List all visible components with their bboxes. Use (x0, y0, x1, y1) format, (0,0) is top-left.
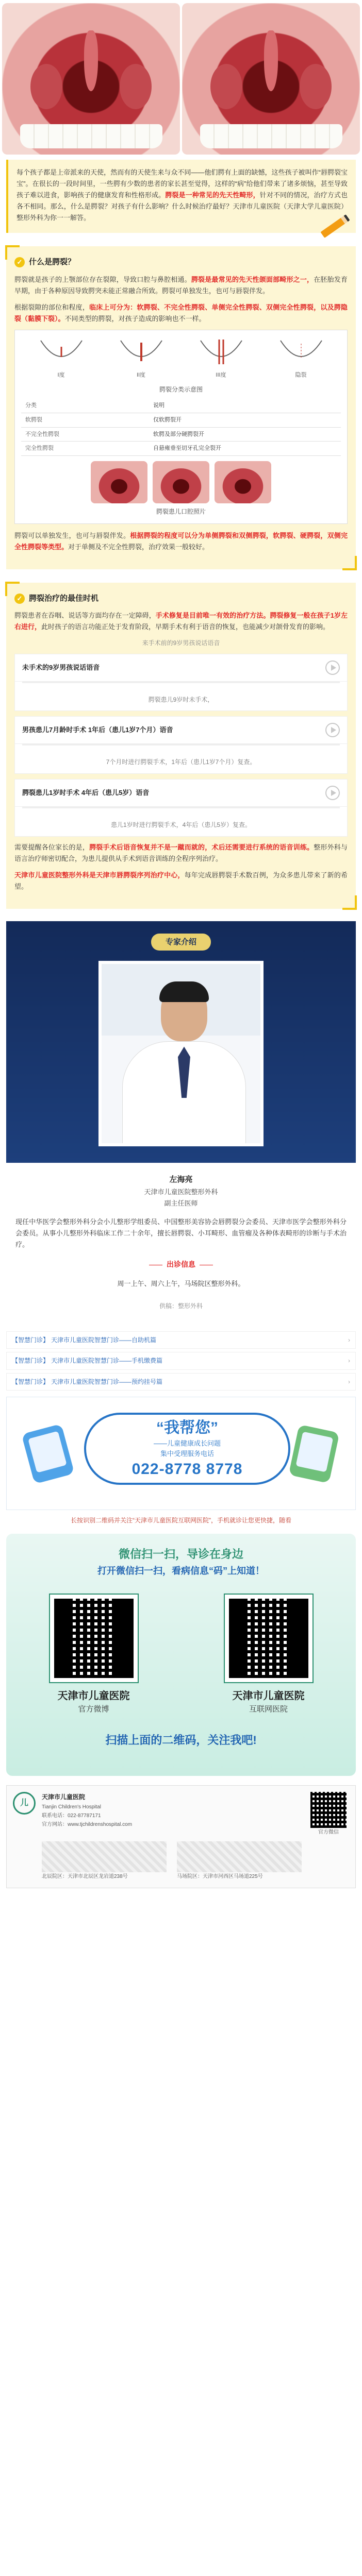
text: 每年完成唇腭裂手术数百例，为众多患儿带来了新的希望。 (14, 871, 348, 890)
qr-code-icon[interactable] (225, 1595, 312, 1682)
play-icon[interactable] (325, 723, 340, 737)
expert-body (6, 1163, 356, 1321)
audio-title: 未手术的9岁男孩说话语音 (22, 663, 100, 671)
cleft-type-table (21, 399, 341, 456)
text: 对于单侧及不完全性腭裂，治疗效果一般较好。 (68, 543, 209, 551)
highlight-text: 腭裂手术后语音恢复并不是一蹴而就的，术后还需要进行系统的语音训练。 (89, 843, 314, 851)
address-text: 马场院区：天津市河西区马场道225号 (177, 1873, 263, 1879)
qr-notice: 长按识别二维码并关注“天津市儿童医院互联网医院”，手机就诊让您更快捷，随看 (71, 1516, 291, 1524)
table-row (21, 427, 341, 442)
map-thumbnail (177, 1841, 302, 1872)
play-icon[interactable] (325, 660, 340, 675)
related-link[interactable] (6, 1373, 356, 1391)
address-block (177, 1839, 302, 1881)
grade-label: I度 (57, 372, 65, 379)
grade-figure (37, 336, 86, 380)
cleft-mouth-photo (2, 3, 180, 155)
grade-illustrations (21, 336, 341, 380)
text: 腭裂可以单独发生，也可与唇裂伴发。 (14, 531, 130, 539)
audio-title: 腭裂患儿1岁时手术 4年后（患儿5岁）语音 (22, 788, 150, 796)
table-cell: 仅软腭裂开 (149, 413, 341, 428)
table-cell: 自悬雍垂至切牙孔完全裂开 (149, 442, 341, 456)
cleft-diagram (14, 330, 348, 523)
table-cell: 软腭裂 (21, 413, 149, 428)
table-row (21, 413, 341, 428)
paragraph (14, 842, 348, 865)
audio-row[interactable] (15, 779, 347, 807)
doctor-department: 天津市儿童医院整形外科 (144, 1188, 218, 1196)
qr-item[interactable] (42, 1595, 145, 1716)
repaired-mouth-photo (182, 3, 360, 155)
section-title: 腭裂治疗的最佳时机 (29, 594, 99, 603)
chevron-right-icon: › (348, 1378, 350, 1385)
corner-decoration (5, 582, 20, 596)
table-row (21, 442, 341, 456)
grade-figure (276, 336, 326, 380)
table-cell: 软腭及部分硬腭裂开 (149, 427, 341, 442)
audio-caption: 7个月时进行腭裂手术，1年后（患儿1岁7个月）复查。 (106, 758, 256, 766)
photo-caption: 腭裂患儿口腔照片 (156, 508, 206, 516)
audio-player (14, 779, 348, 837)
hospital-name-en: Tianjin Children's Hospital (42, 1804, 101, 1810)
audio-title: 男孩患儿7月龄时手术 1年后（患儿1岁7个月）语音 (22, 726, 173, 734)
doctor-title: 副主任医师 (164, 1199, 198, 1208)
paragraph (14, 610, 348, 633)
link-tag: 【智慧门诊】 (12, 1357, 50, 1365)
section-title: 什么是腭裂？ (29, 258, 76, 267)
corner-decoration (342, 895, 357, 910)
highlight-text: 天津市儿童医院整形外科是天津市唇腭裂序列治疗中心， (14, 871, 185, 879)
grade-figure (117, 336, 166, 380)
phone-icon (288, 1425, 339, 1483)
qr-name: 天津市儿童医院 (57, 1690, 130, 1702)
text: 根据裂隙的部位和程度， (14, 303, 90, 312)
qr-footer: 扫描上面的二维码，关注我吧! (105, 1733, 257, 1747)
intro-text (17, 167, 348, 224)
expert-badge: 专家介绍 (151, 934, 211, 951)
cleft-photo (91, 461, 147, 503)
paragraph (14, 302, 348, 325)
audio-row[interactable] (15, 654, 347, 682)
link-tag: 【智慧门诊】 (12, 1378, 50, 1385)
footer-qr[interactable] (308, 1792, 349, 1882)
chevron-right-icon: › (348, 1336, 350, 1344)
table-cell: 不完全性腭裂 (21, 427, 149, 442)
audio-row[interactable] (15, 717, 347, 744)
link-text[interactable]: 天津市儿童医院智慧门诊——手机缴费篇 (51, 1357, 163, 1365)
audio-heading: 来手术前的9岁男孩说话语音 (142, 639, 220, 647)
doctor-photo (98, 961, 264, 1146)
qr-title: 微信扫一扫，导诊在身边 (118, 1548, 243, 1561)
audio-progress-track[interactable] (22, 682, 340, 683)
qr-code-icon[interactable] (50, 1595, 138, 1682)
check-icon: ✓ (14, 594, 25, 604)
hotline-subtitle: 集中受理服务电话 (160, 1449, 214, 1458)
chevron-right-icon: › (348, 1357, 350, 1365)
table-cell: 分类 (21, 399, 149, 413)
qr-panel (6, 1534, 356, 1776)
audio-player (14, 716, 348, 774)
link-text[interactable]: 天津市儿童医院智慧门诊——预约挂号篇 (51, 1378, 163, 1385)
article-source: 供稿：整形外科 (159, 1302, 203, 1310)
doctor-name: 左海亮 (169, 1175, 193, 1184)
section-treatment (6, 583, 356, 909)
section-what-is-cleft (6, 246, 356, 569)
related-link[interactable] (6, 1331, 356, 1349)
expert-banner (6, 921, 356, 1163)
hospital-info (42, 1792, 302, 1882)
cleft-photo (215, 461, 271, 503)
grade-label: 隐裂 (295, 372, 307, 379)
hotline-number[interactable]: 022-8778 8778 (131, 1460, 243, 1478)
related-links (6, 1331, 356, 1391)
clinic-text: 周一上午、周六上午，马场院区整形外科。 (117, 1280, 245, 1288)
hospital-phone: 联系电话：022-87787171 (42, 1812, 101, 1819)
section-heading (14, 256, 348, 269)
text: 不同类型的腭裂，对孩子造成的影响也不一样。 (64, 315, 206, 323)
hotline-banner[interactable] (6, 1397, 356, 1510)
qr-name: 天津市儿童医院 (232, 1690, 305, 1702)
hospital-name: 天津市儿童医院 (42, 1793, 86, 1801)
text: 腭裂患者在吞咽、说话等方面均存在一定障碍， (14, 612, 156, 620)
hotline-subtitle: ——儿童健康成长问题 (153, 1439, 221, 1447)
paragraph (14, 530, 348, 553)
text: 在胚胎发育早期，由于各种原因导致腭突未能正常融合所致。腭裂可单独发生，也可与唇裂伴发。 (14, 275, 348, 295)
highlight-text: 腭裂是最常见的先天性颌面部畸形之一， (191, 275, 314, 283)
qr-codes (6, 1595, 356, 1716)
corner-decoration (342, 556, 357, 570)
intro-text-b: 针对不同的情况，治疗方式也各不相同。那么，什么是腭裂？对孩子有什么影响？什么时候治疗最好？天津市儿童医院（天津大学儿童医院）整形外科为你一一解答。 (17, 191, 348, 222)
hospital-logo-icon: 儿 (13, 1792, 36, 1815)
highlight-text: 手术修复是目前唯一有效的治疗方法。腭裂修复一般在孩子1岁左右进行， (14, 612, 348, 631)
grade-label: II度 (136, 372, 146, 379)
clinic-heading: 出诊信息 (15, 1259, 347, 1271)
paragraph (14, 274, 348, 297)
qr-sub: 官方微博 (78, 1705, 109, 1714)
qr-label: 官方微信 (318, 1829, 339, 1836)
cleft-photo (153, 461, 209, 503)
audio-progress-track[interactable] (22, 744, 340, 745)
intro-text-a: 每个孩子都是上帝派来的天使，然而有的天使生来与众不同——他们腭有上面的缺憾，这些孩子被叫作“唇腭裂宝宝”。在很长的一段时间里，一些腭有少数的患者的家长甚至觉得，这样的“病”给他们带来了诸多烦恼，甚至导致孩子难以进食，影响孩子的健康发育和性格形成。 (17, 168, 348, 199)
hospital-addresses (42, 1839, 302, 1881)
qr-sub: 互联网医院 (249, 1705, 288, 1714)
audio-progress-track[interactable] (22, 807, 340, 808)
table-cell: 说明 (149, 399, 341, 413)
qr-item[interactable] (217, 1595, 320, 1716)
address-block (42, 1839, 167, 1881)
grade-figure (196, 336, 246, 380)
table-row (21, 399, 341, 413)
qr-code-icon[interactable] (310, 1792, 347, 1828)
table-cell: 完全性腭裂 (21, 442, 149, 456)
audio-player (14, 654, 348, 711)
check-icon: ✓ (14, 257, 25, 267)
text: 此时孩子的语言功能正处于发育阶段，早期手术有利于语音的恢复，也能减少对颌骨发育的影响。 (41, 623, 330, 631)
audio-caption: 腭裂患儿9岁时未手术， (148, 696, 214, 703)
grade-label: III度 (216, 372, 226, 379)
corner-decoration (5, 245, 20, 260)
hero-images (0, 0, 362, 155)
intro-highlight: 腭裂是一种常见的先天性畸形， (165, 191, 260, 199)
address-text: 北辰院区：天津市北辰区龙岩道238号 (42, 1873, 128, 1879)
hospital-card (6, 1785, 356, 1888)
map-thumbnail (42, 1841, 167, 1872)
paragraph (14, 870, 348, 892)
diagram-title: 腭裂分类示意图 (159, 386, 203, 394)
doctor-bio: 现任中华医学会整形外科分会小儿整形学组委员、中国整形美容协会唇腭裂分会委员、天津市医学会整形外科分会委员。从事小儿整形外科临床工作二十余年，擅长唇腭裂、小耳畸形、血管瘤及各种体表畸形的诊断与手术治疗。 (15, 1218, 347, 1249)
text: 腭裂就是孩子的上颚部位存在裂隙，导致口腔与鼻腔相通。 (14, 275, 191, 283)
text: 需要提醒各位家长的是， (14, 843, 90, 851)
diagram-photos (21, 461, 341, 503)
related-link[interactable] (6, 1352, 356, 1369)
phone-icon (21, 1423, 74, 1484)
hospital-website[interactable]: 官方网站：www.tjchildrenshospital.com (42, 1821, 133, 1827)
qr-subtitle: 打开微信扫一扫，看病信息“码”上知道！ (97, 1566, 265, 1577)
link-tag: 【智慧门诊】 (12, 1336, 50, 1344)
play-icon[interactable] (325, 786, 340, 800)
hotline-title: “我帮您” (156, 1419, 218, 1436)
hotline-bubble (84, 1413, 290, 1485)
audio-caption: 患儿1岁时进行腭裂手术，4年后（患儿5岁）复查。 (110, 821, 252, 829)
highlight-text: 根据腭裂的程度可以分为单侧腭裂和双侧腭裂，软腭裂、硬腭裂，双侧完全性腭裂等类型。 (14, 531, 348, 551)
intro-box (6, 160, 356, 233)
text: 整形外科与语言治疗师密切配合，为患儿提供从手术到语音训练的全程序列治疗。 (14, 843, 348, 862)
highlight-text: 临床上可分为：软腭裂、不完全性腭裂、单侧完全性腭裂、双侧完全性腭裂，以及腭隐裂（黏膜下裂）。 (14, 303, 348, 323)
link-text[interactable]: 天津市儿童医院智慧门诊——自助机篇 (51, 1336, 157, 1344)
section-heading (14, 592, 348, 605)
